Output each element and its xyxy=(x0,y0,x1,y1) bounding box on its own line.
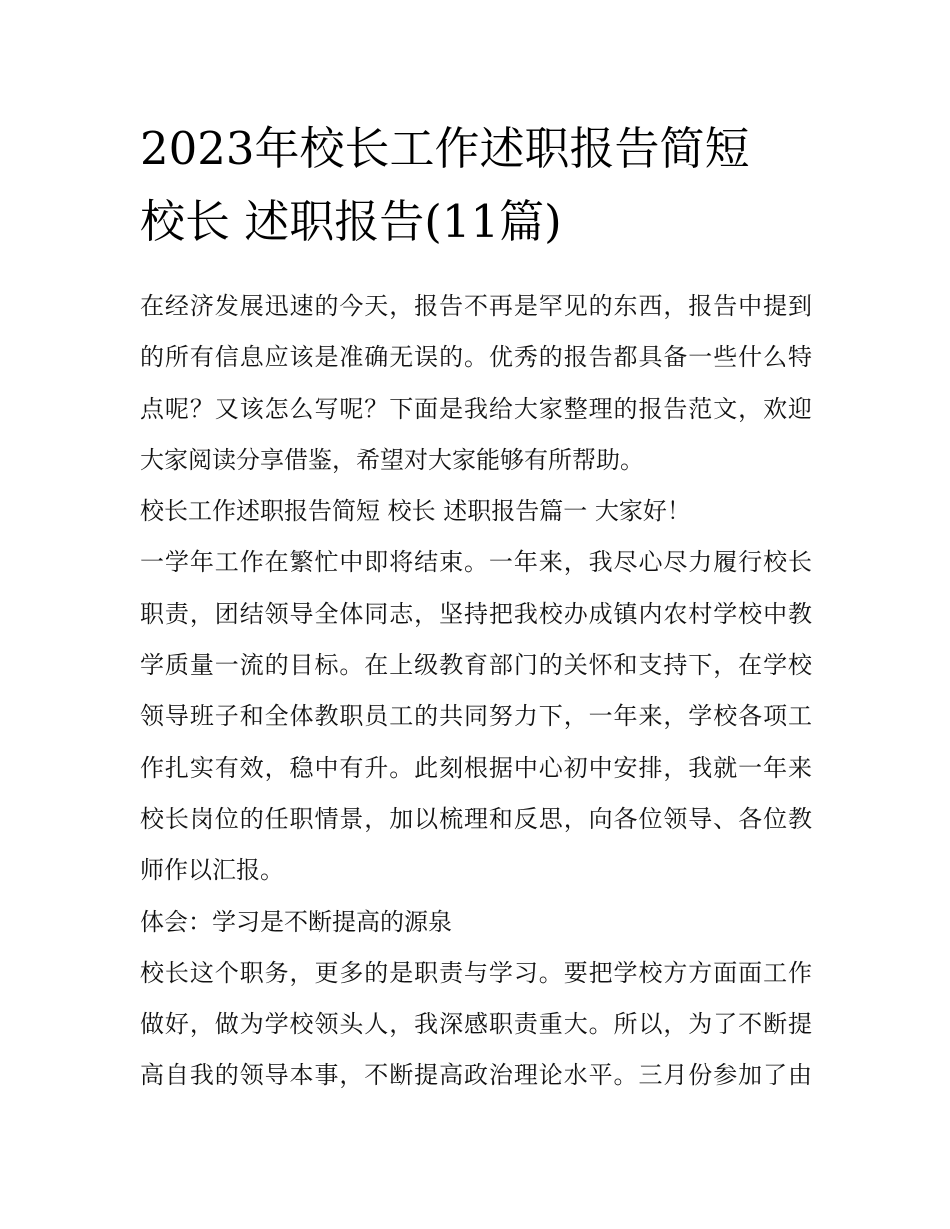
body-line: 做好，做为学校领头人，我深感职责重大。所以，为了不断提 xyxy=(140,1010,812,1039)
body-line: 点呢？又该怎么写呢？下面是我给大家整理的报告范文，欢迎 xyxy=(140,394,812,423)
title-line-2: 校长 述职报告(11篇) xyxy=(140,195,562,248)
body-line: 一学年工作在繁忙中即将结束。一年来，我尽心尽力履行校长 xyxy=(140,548,812,577)
body-line: 在经济发展迅速的今天，报告不再是罕见的东西，报告中提到 xyxy=(140,292,812,320)
body-line: 师作以汇报。 xyxy=(140,856,284,885)
body-line: 作扎实有效，稳中有升。此刻根据中心初中安排，我就一年来 xyxy=(140,753,812,782)
body-line: 领导班子和全体教职员工的共同努力下，一年来，学校各项工 xyxy=(140,702,812,731)
body-line: 校长岗位的任职情景，加以梳理和反思，向各位领导、各位教 xyxy=(140,804,812,833)
body-line: 学质量一流的目标。在上级教育部门的关怀和支持下，在学校 xyxy=(140,651,812,680)
body-line: 职责，团结领导全体同志，坚持把我校办成镇内农村学校中教 xyxy=(140,599,812,628)
document-title xyxy=(140,112,820,258)
document-body xyxy=(140,281,812,1102)
body-line: 的所有信息应该是准确无误的。优秀的报告都具备一些什么特 xyxy=(140,343,812,372)
subheading: 体会：学习是不断提高的源泉 xyxy=(140,907,452,936)
body-line: 高自我的领导本事，不断提高政治理论水平。三月份参加了由 xyxy=(140,1061,812,1090)
title-line-1: 2023年校长工作述职报告简短 xyxy=(140,122,750,175)
section-heading: 校长工作述职报告简短 校长 述职报告篇一 大家好！ xyxy=(140,497,691,526)
body-line: 大家阅读分享借鉴，希望对大家能够有所帮助。 xyxy=(140,445,644,474)
body-line: 校长这个职务，更多的是职责与学习。要把学校方方面面工作 xyxy=(140,958,812,987)
